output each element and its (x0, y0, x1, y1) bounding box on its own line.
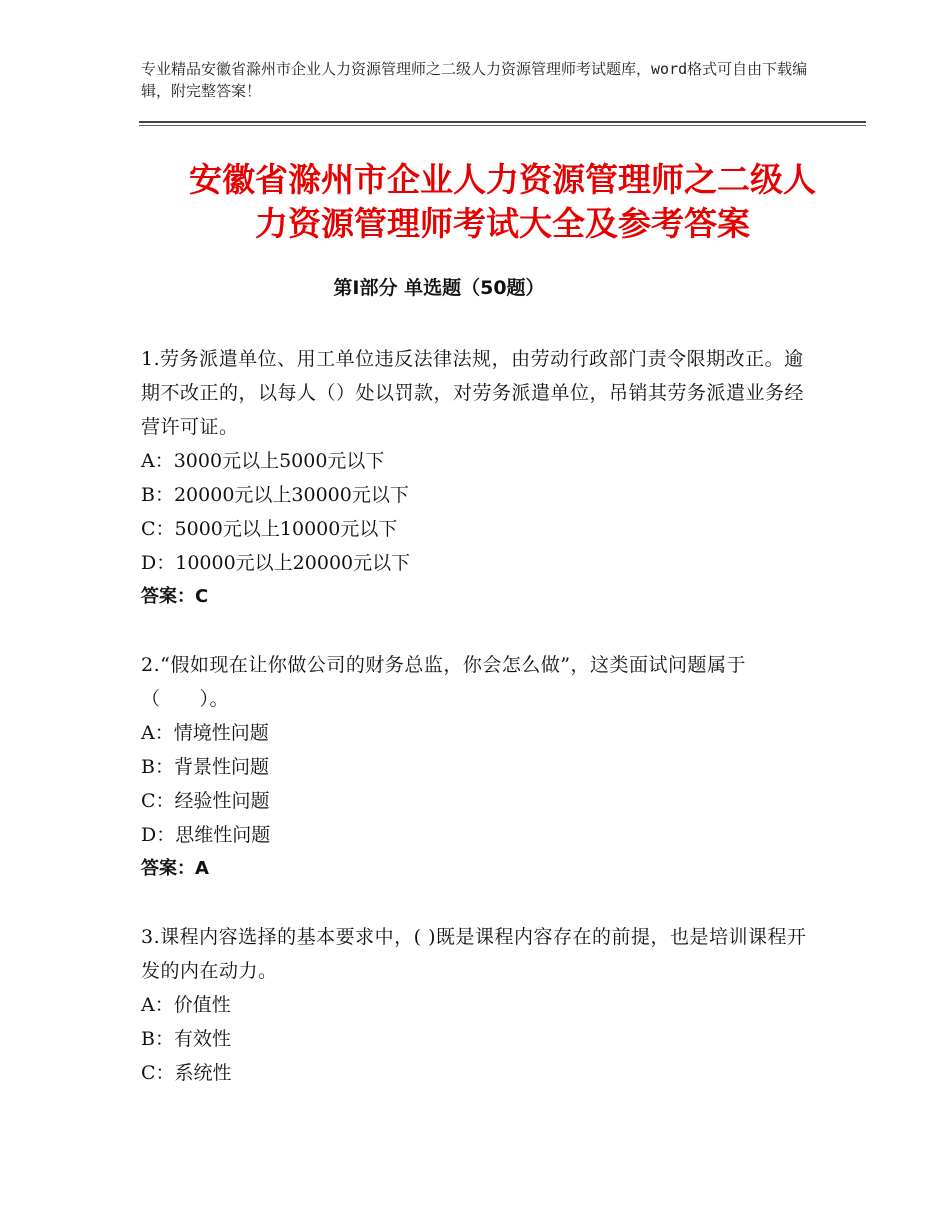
question-2 (141, 648, 821, 886)
option-c: C：经验性问题 (141, 790, 270, 812)
header-divider-thin (139, 125, 866, 126)
document-title-line-2: 力资源管理师考试大全及参考答案 (255, 204, 750, 243)
option-c: C：5000元以上10000元以下 (141, 518, 398, 540)
question-1 (141, 342, 821, 614)
answer: 答案：A (141, 858, 209, 879)
question-stem: 2.“假如现在让你做公司的财务总监，你会怎么做”，这类面试问题属于（ ）。 (141, 654, 747, 710)
header-note: 专业精品安徽省滁州市企业人力资源管理师之二级人力资源管理师考试题库，word格式可自由下载编辑，附完整答案！ (141, 60, 808, 100)
question-list (141, 342, 821, 1124)
option-d: D：10000元以上20000元以下 (141, 552, 411, 574)
question-stem: 3.课程内容选择的基本要求中，( )既是课程内容存在的前提，也是培训课程开发的内在动力。 (141, 926, 807, 982)
option-a: A：价值性 (141, 994, 231, 1016)
question-3 (141, 920, 821, 1090)
option-b: B：背景性问题 (141, 756, 269, 778)
section-title: 第Ⅰ部分 单选题（50题） (333, 277, 545, 299)
option-b: B：有效性 (141, 1028, 231, 1050)
document-title-line-1: 安徽省滁州市企业人力资源管理师之二级人 (189, 160, 816, 199)
answer: 答案：C (141, 586, 209, 607)
question-stem: 1.劳务派遣单位、用工单位违反法律法规，由劳动行政部门责令限期改正。逾期不改正的，以每人（）处以罚款，对劳务派遣单位，吊销其劳务派遣业务经营许可证。 (141, 348, 805, 438)
option-d: D：思维性问题 (141, 824, 271, 846)
option-a: A：情境性问题 (141, 722, 269, 744)
option-b: B：20000元以上30000元以下 (141, 484, 409, 506)
option-c: C：系统性 (141, 1062, 232, 1084)
option-a: A：3000元以上5000元以下 (141, 450, 385, 472)
header-divider-thick (139, 121, 866, 123)
document-title (139, 158, 866, 246)
